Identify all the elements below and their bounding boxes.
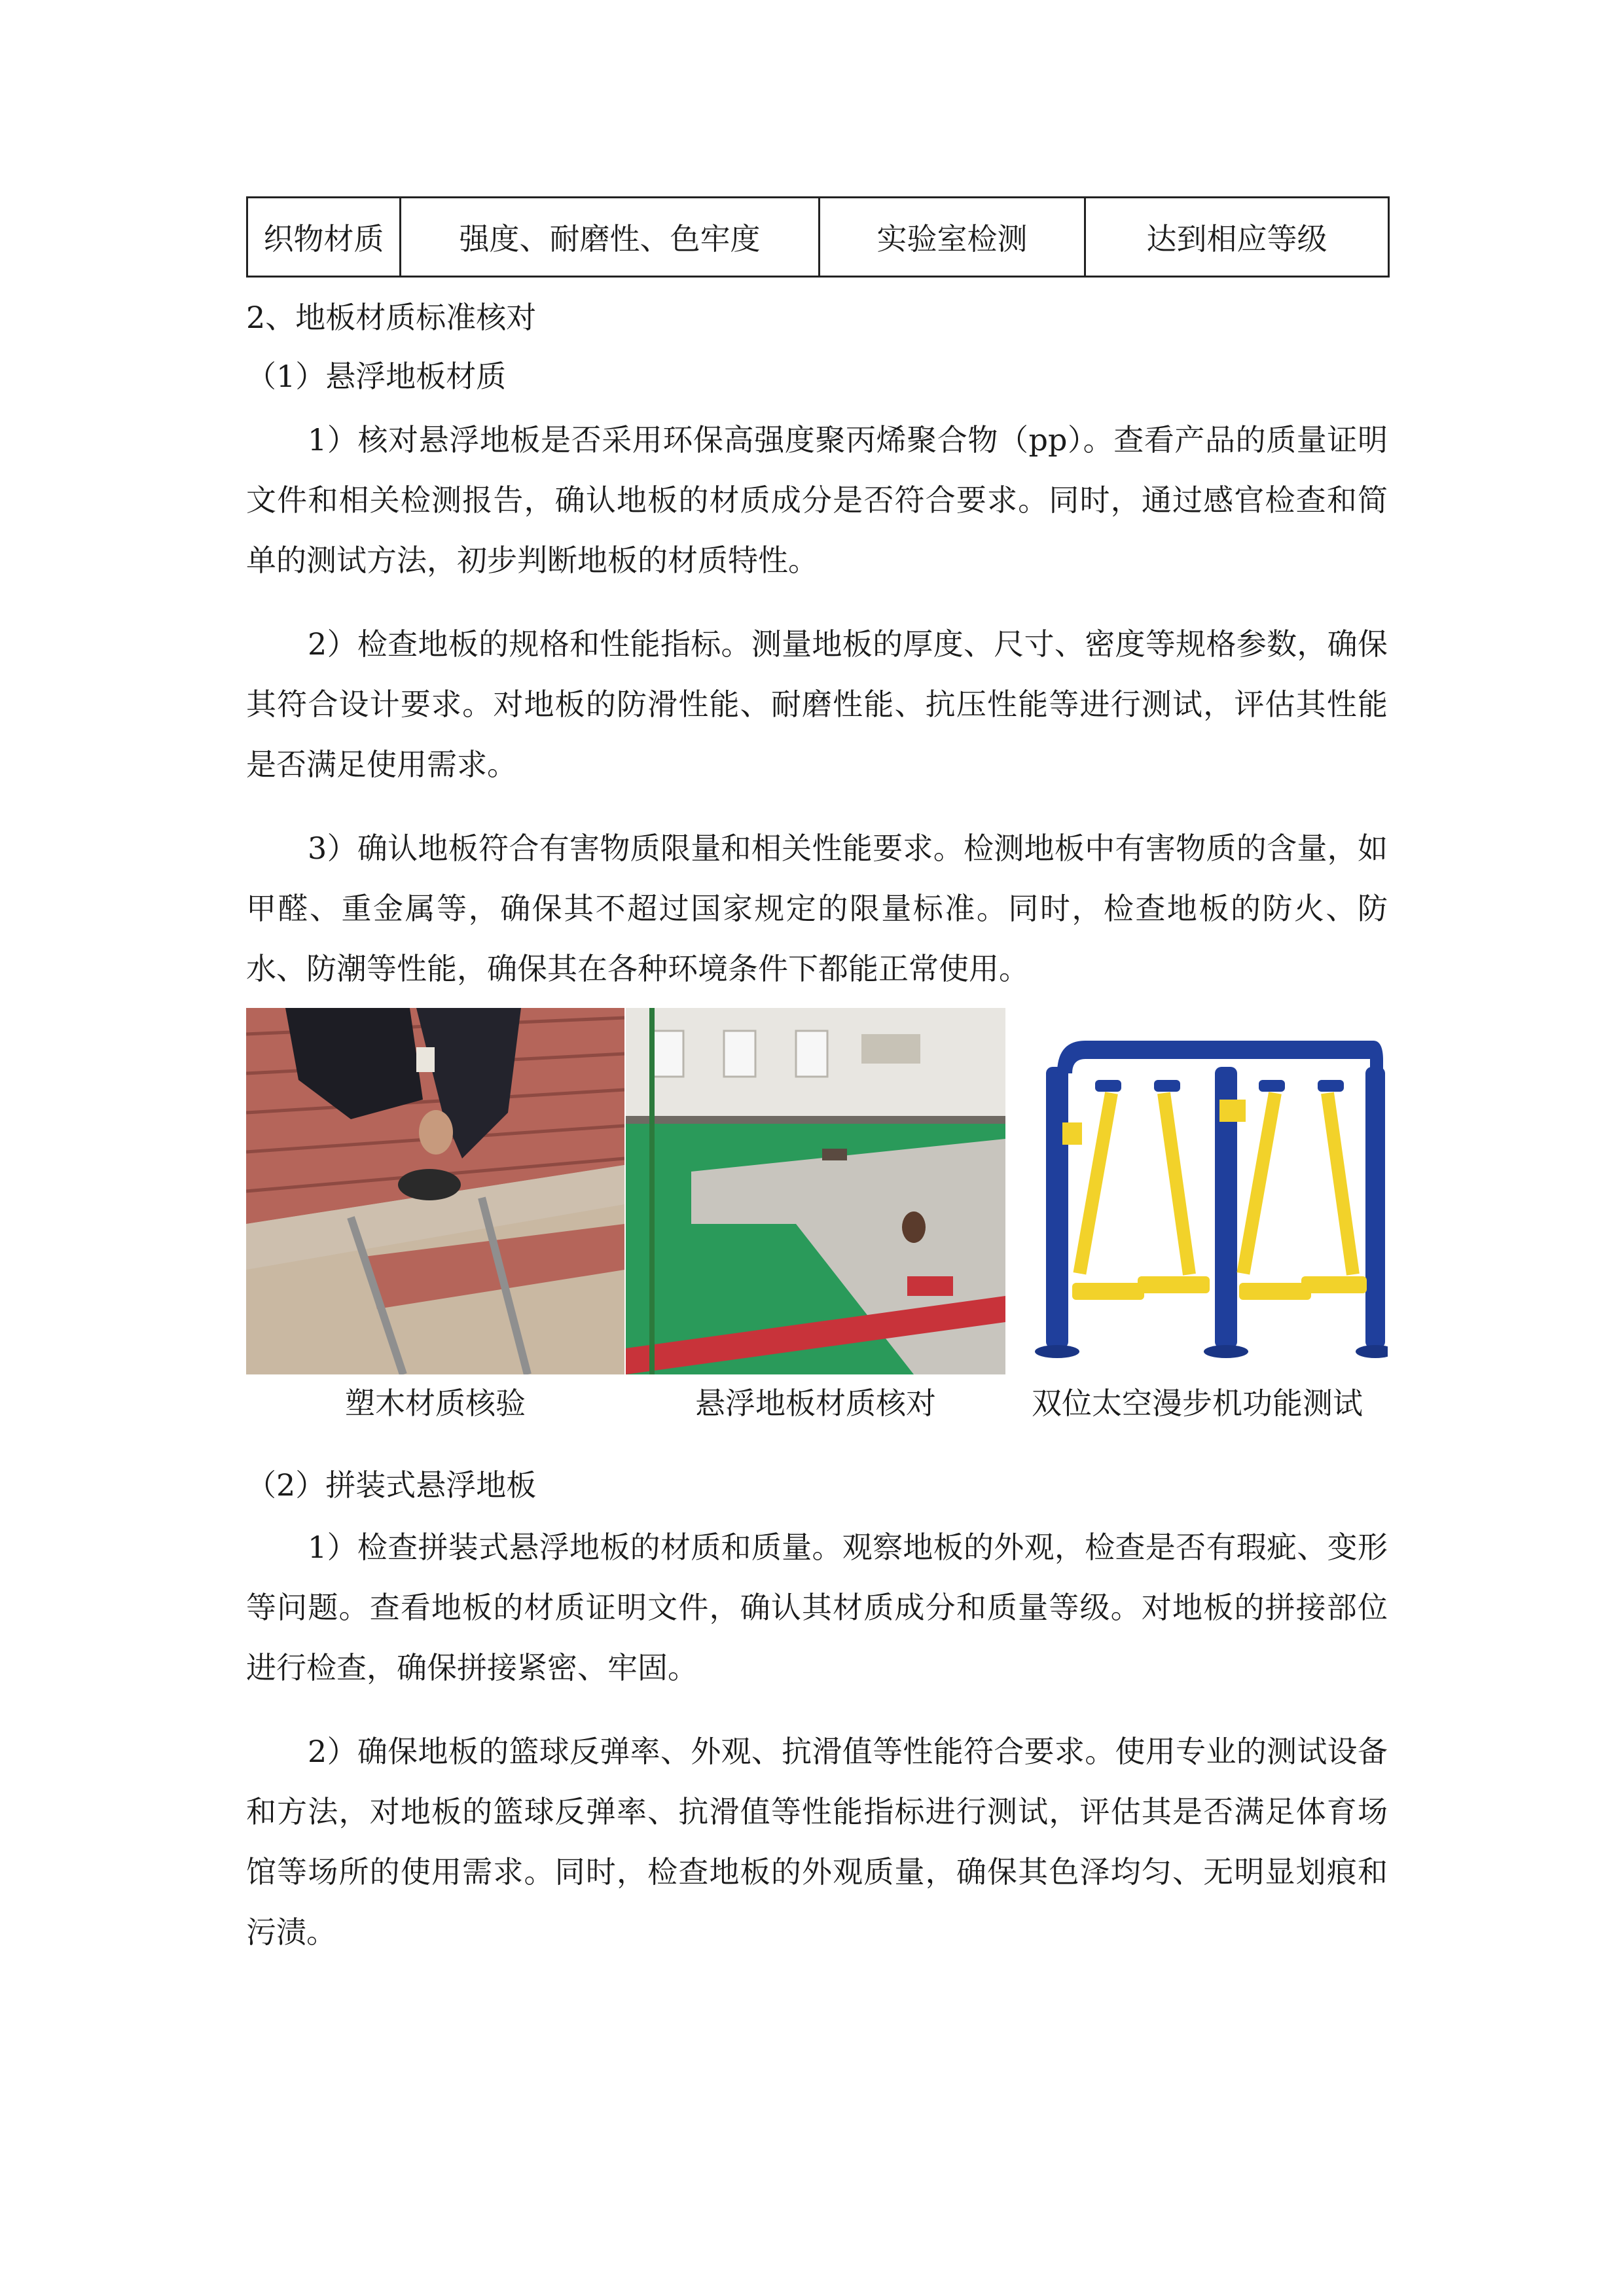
paragraph: 2）确保地板的篮球反弹率、外观、抗滑值等性能符合要求。使用专业的测试设备和方法，对地板的篮球反弹率、抗滑值等性能指标进行测试，评估其是否满足体育场馆等场所的使用需求。同时，检查地板的外观质量，确保其色泽均匀、无明显划痕和污渍。 (246, 1734, 1388, 1950)
table-cell-item: 织物材质 (247, 198, 401, 277)
figure-caption: 悬浮地板材质核对 (695, 1386, 936, 1421)
paragraph: 1）检查拼装式悬浮地板的材质和质量。观察地板的外观，检查是否有瑕疵、变形等问题。查看地板的材质证明文件，确认其材质成分和质量等级。对地板的拼接部位进行检查，确保拼接紧密、牢固。 (246, 1530, 1388, 1685)
table-cell-method: 实验室检测 (820, 198, 1085, 277)
table-row (247, 198, 1389, 277)
section-heading: 2、地板材质标准核对 (246, 300, 537, 335)
table-cell-criteria: 强度、耐磨性、色牢度 (401, 198, 820, 277)
suspended-floor-photo (626, 1008, 1005, 1374)
inspection-table (246, 196, 1390, 278)
figure-caption: 塑木材质核验 (345, 1386, 526, 1421)
figure-caption: 双位太空漫步机功能测试 (1032, 1386, 1363, 1421)
paragraph: 3）确认地板符合有害物质限量和相关性能要求。检测地板中有害物质的含量，如甲醛、重金属等，确保其不超过国家规定的限量标准。同时，检查地板的防火、防水、防潮等性能，确保其在各种环境条件下都能正常使用。 (246, 831, 1388, 986)
subsection-heading: （2）拼装式悬浮地板 (246, 1467, 537, 1503)
subsection-heading: （1）悬浮地板材质 (246, 359, 507, 394)
paragraph: 2）检查地板的规格和性能指标。测量地板的厚度、尺寸、密度等规格参数，确保其符合设计要求。对地板的防滑性能、耐磨性能、抗压性能等进行测试，评估其性能是否满足使用需求。 (246, 626, 1388, 782)
space-walker-photo (1007, 1008, 1388, 1374)
table-cell-standard: 达到相应等级 (1085, 198, 1389, 277)
wood-plastic-photo (246, 1008, 624, 1374)
paragraph: 1）核对悬浮地板是否采用环保高强度聚丙烯聚合物（pp）。查看产品的质量证明文件和相关检测报告，确认地板的材质成分是否符合要求。同时，通过感官检查和简单的测试方法，初步判断地板的材质特性。 (246, 422, 1388, 578)
